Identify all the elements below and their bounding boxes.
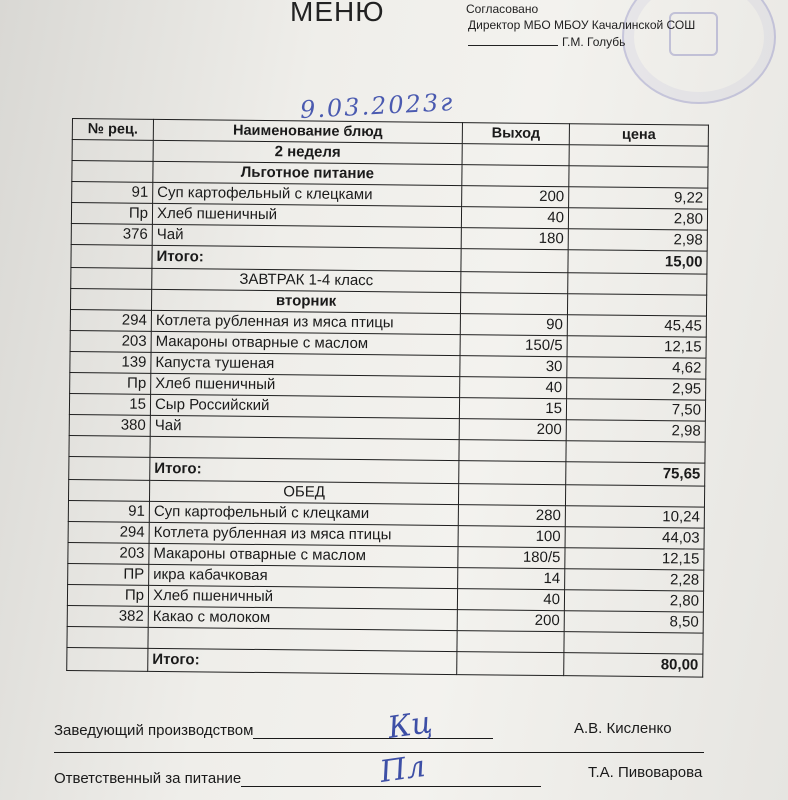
section-empty-cell xyxy=(462,144,569,166)
section-label: 2 неделя xyxy=(153,140,462,164)
section-empty-cell xyxy=(458,484,565,506)
dish-price: 4,62 xyxy=(567,357,706,379)
section-empty-cell xyxy=(565,485,704,507)
section-label: ЗАВТРАК 1-4 класс xyxy=(152,268,461,292)
recipe-number: 139 xyxy=(70,351,151,373)
dish-output: 100 xyxy=(458,526,565,548)
column-header-number: № рец. xyxy=(72,119,153,141)
recipe-number: ПР xyxy=(68,563,149,585)
dish-output: 30 xyxy=(460,356,567,378)
blank-cell xyxy=(69,435,150,457)
dish-name: Чай xyxy=(152,224,461,248)
dish-output: 180 xyxy=(461,228,568,250)
section-empty-cell xyxy=(567,294,706,316)
dish-name: икра кабачковая xyxy=(149,564,458,588)
dish-name: Сыр Российский xyxy=(150,394,459,418)
dish-price: 2,98 xyxy=(568,229,707,251)
manager-label: Заведующий производством xyxy=(54,722,254,739)
recipe-number: 15 xyxy=(69,393,150,415)
dish-name: Котлета рубленная из мяса птицы xyxy=(149,522,458,546)
dish-price: 2,98 xyxy=(566,420,705,442)
responsible-label: Ответственный за питание xyxy=(54,770,242,787)
responsible-signature: Пл xyxy=(377,749,428,790)
recipe-number: 203 xyxy=(70,330,151,352)
recipe-number: Пр xyxy=(67,584,148,606)
total-label: Итого: xyxy=(150,457,459,483)
dish-name: Капуста тушеная xyxy=(151,352,460,376)
total-empty-cell xyxy=(69,456,150,480)
total-empty-cell xyxy=(67,647,148,671)
dish-output: 180/5 xyxy=(458,547,565,569)
column-header-output: Выход xyxy=(462,123,569,145)
section-empty-cell xyxy=(71,267,152,289)
recipe-number: 294 xyxy=(68,521,149,543)
dish-price: 12,15 xyxy=(565,548,704,570)
official-stamp xyxy=(622,0,776,104)
total-empty-cell xyxy=(457,652,564,676)
total-label: Итого: xyxy=(148,648,457,674)
dish-output: 280 xyxy=(458,505,565,527)
section-empty-cell xyxy=(569,145,708,167)
dish-output: 40 xyxy=(461,207,568,229)
dish-output: 40 xyxy=(457,589,564,611)
section-empty-cell xyxy=(72,161,153,183)
section-empty-cell xyxy=(461,272,568,294)
total-price: 80,00 xyxy=(564,653,703,677)
dish-name: Суп картофельный с клецками xyxy=(149,501,458,525)
manager-signature: Кц xyxy=(385,705,435,746)
dish-name: Котлета рубленная из мяса птицы xyxy=(151,310,460,334)
handwritten-date: 9.03.2023г xyxy=(299,87,455,125)
section-empty-cell xyxy=(70,288,151,310)
dish-name: Хлеб пшеничный xyxy=(152,203,461,227)
total-price: 15,00 xyxy=(568,250,707,274)
menu-table-body xyxy=(67,140,709,678)
footer-divider xyxy=(54,752,704,753)
total-label: Итого: xyxy=(152,245,461,271)
dish-price: 2,80 xyxy=(568,208,707,230)
menu-table xyxy=(66,118,709,678)
dish-name: Чай xyxy=(150,415,459,439)
approval-director: Директор МБО МБОУ Качалинской СОШ xyxy=(468,18,696,32)
recipe-number: 91 xyxy=(68,500,149,522)
dish-output: 15 xyxy=(459,398,566,420)
dish-price: 2,95 xyxy=(567,378,706,400)
dish-price: 44,03 xyxy=(565,527,704,549)
approval-signature-line xyxy=(468,35,625,49)
total-empty-cell xyxy=(71,244,152,268)
dish-output: 14 xyxy=(458,568,565,590)
dish-price: 12,15 xyxy=(567,336,706,358)
approval-caption: Согласовано xyxy=(466,2,539,16)
recipe-number: 376 xyxy=(71,223,152,245)
manager-name: А.В. Кисленко xyxy=(574,720,672,737)
recipe-number: Пр xyxy=(70,372,151,394)
column-header-dish: Наименование блюд xyxy=(153,119,462,143)
dish-price: 2,80 xyxy=(564,590,703,612)
dish-output: 150/5 xyxy=(460,335,567,357)
manager-signature-line xyxy=(253,724,493,739)
section-empty-cell xyxy=(568,273,707,295)
total-price: 75,65 xyxy=(566,462,705,486)
recipe-number: Пр xyxy=(71,203,152,225)
recipe-number: 91 xyxy=(72,182,153,204)
dish-output: 200 xyxy=(457,610,564,632)
section-empty-cell xyxy=(569,166,708,188)
footer-responsible xyxy=(54,770,541,787)
responsible-name: Т.А. Пивоварова xyxy=(588,764,703,781)
total-empty-cell xyxy=(459,461,566,485)
recipe-number: 380 xyxy=(69,414,150,436)
section-label: Льготное питание xyxy=(153,161,462,185)
dish-name: Хлеб пшеничный xyxy=(151,373,460,397)
dish-name: Суп картофельный с клецками xyxy=(153,182,462,206)
dish-output: 200 xyxy=(459,419,566,441)
total-empty-cell xyxy=(461,249,568,273)
dish-output: 200 xyxy=(462,186,569,208)
recipe-number: 294 xyxy=(70,309,151,331)
section-label: ОБЕД xyxy=(149,480,458,504)
dish-price: 2,28 xyxy=(565,569,704,591)
approval-director-name: Г.М. Голубь xyxy=(562,35,626,49)
dish-price: 7,50 xyxy=(566,399,705,421)
recipe-number: 382 xyxy=(67,605,148,627)
dish-output: 40 xyxy=(460,377,567,399)
section-empty-cell xyxy=(460,293,567,315)
recipe-number: 203 xyxy=(68,542,149,564)
dish-price: 45,45 xyxy=(567,315,706,337)
dish-price: 8,50 xyxy=(564,611,703,633)
page-title: МЕНЮ xyxy=(290,0,385,27)
dish-name: Макароны отварные с маслом xyxy=(151,331,460,355)
blank-cell xyxy=(566,441,705,463)
blank-cell xyxy=(67,626,148,648)
dish-price: 9,22 xyxy=(569,187,708,209)
section-empty-cell xyxy=(462,165,569,187)
section-label: вторник xyxy=(151,289,460,313)
dish-price: 10,24 xyxy=(565,506,704,528)
dish-name: Макароны отварные с маслом xyxy=(149,543,458,567)
blank-cell xyxy=(459,440,566,462)
column-header-price: цена xyxy=(569,124,708,146)
dish-output: 90 xyxy=(460,314,567,336)
section-empty-cell xyxy=(72,140,153,162)
blank-cell xyxy=(564,632,703,654)
dish-name: Хлеб пшеничный xyxy=(148,585,457,609)
blank-cell xyxy=(457,631,564,653)
dish-name: Какао с молоком xyxy=(148,606,457,630)
section-empty-cell xyxy=(68,479,149,501)
director-signature xyxy=(468,35,558,46)
